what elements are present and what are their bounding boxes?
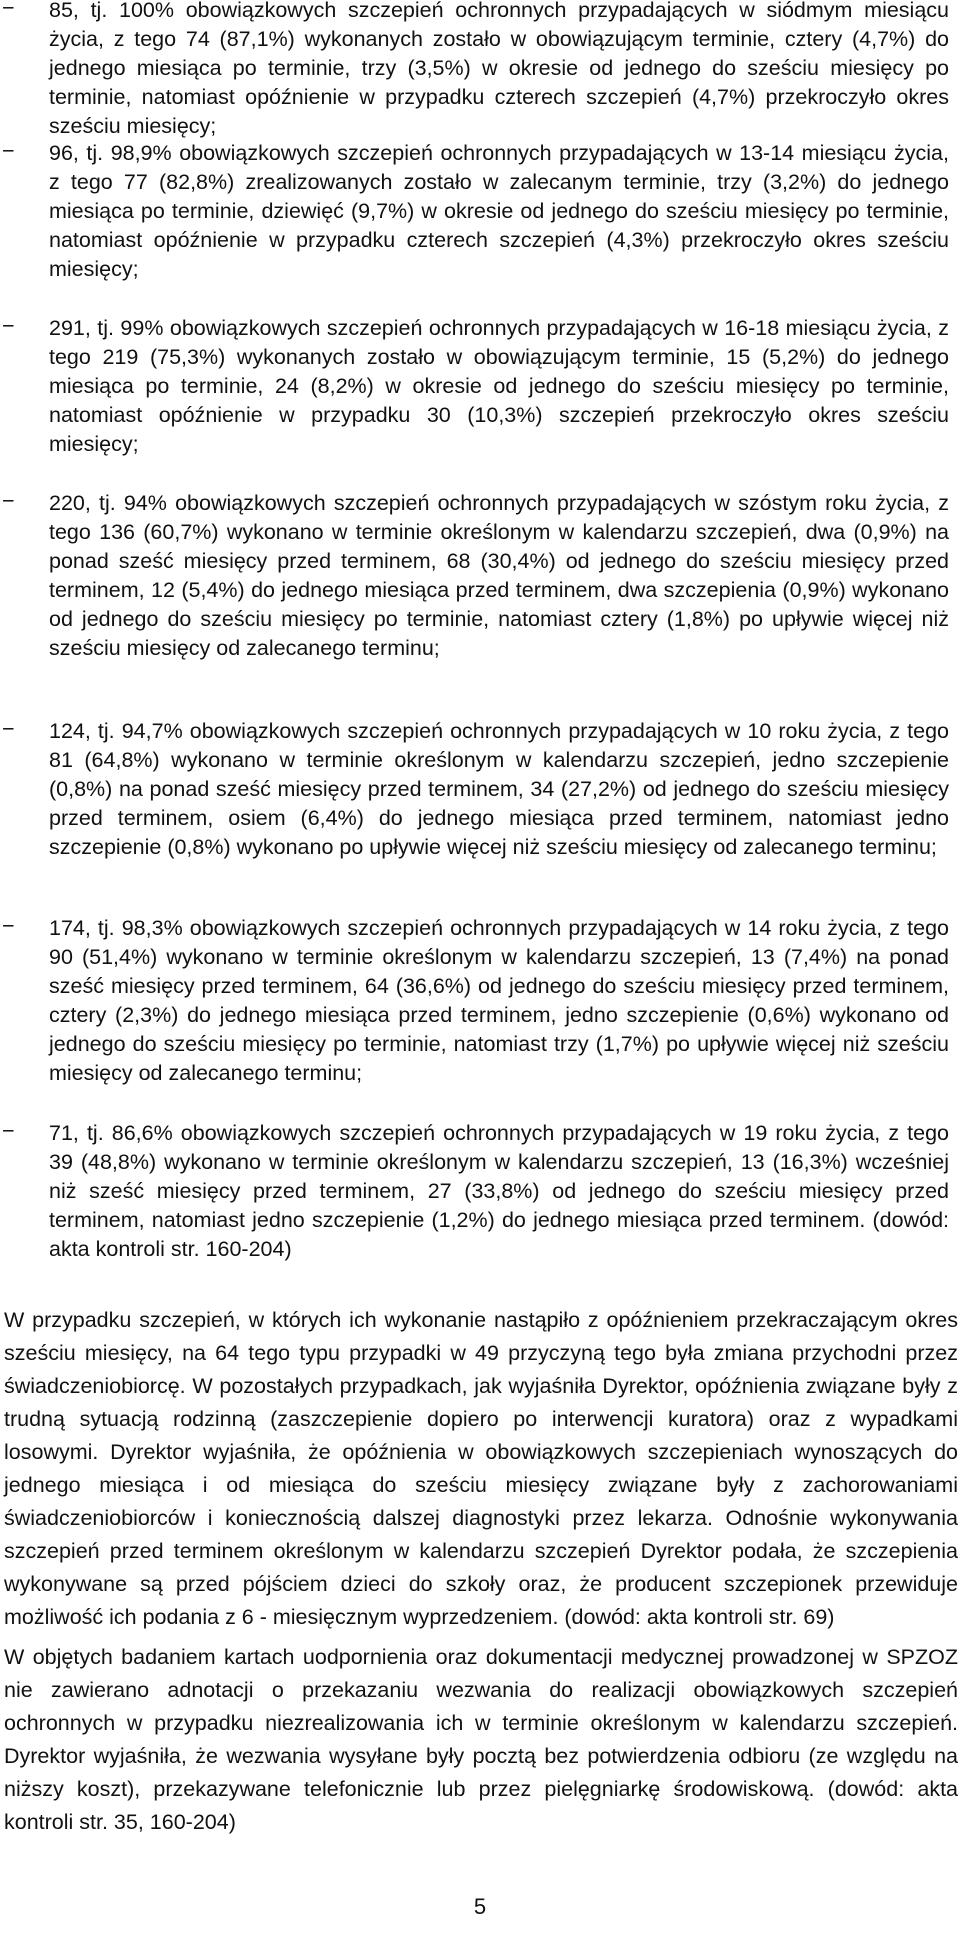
list-bullet-dash: − [2, 1119, 15, 1143]
paragraph-summons-notes: W objętych badaniem kartach uodpornienia oraz dokumentacji medycznej prowadzonej w SPZOZ nie zawierano adnotacji o przekazaniu wezwania do realizacji obowiązkowych szczepień ochronnych w przypadku niezrealizowania ich w terminie określonym w kalendarzu szczepień. Dyrektor wyjaśniła, że wezwania wysyłane były pocztą bez potwierdzenia odbioru (ze względu na niższy koszt), przekazywane telefonicznie lub przez pielęgniarkę środowiskową. (dowód: akta kontroli str. 35, 160-204) [4, 1645, 958, 1834]
list-item-text: 85, tj. 100% obowiązkowych szczepień ochronnych przypadających w siódmym miesiącu życia, z tego 74 (87,1%) wykonanych zostało w obowiązującym terminie, cztery (4,7%) do jednego miesiąca po terminie, trzy (3,5%) w okresie od jednego do sześciu miesięcy po terminie, natomiast opóźnienie w przypadku czterech szczepień (4,7%) przekroczyło okres sześciu miesięcy; [49, 0, 949, 138]
list-bullet-dash: − [2, 489, 15, 513]
list-bullet-dash: − [2, 914, 15, 938]
list-item-text: 174, tj. 98,3% obowiązkowych szczepień ochronnych przypadających w 14 roku życia, z tego 90 (51,4%) wykonano w terminie określonym w kalendarzu szczepień, 13 (7,4%) na ponad sześć miesięcy przed terminem, 64 (36,6%) od jednego do sześciu miesięcy przed terminem, cztery (2,3%) do jednego miesiąca przed terminem, jedno szczepienie (0,6%) wykonano od jednego do sześciu miesięcy po terminie, natomiast trzy (1,7%) po upływie więcej niż sześciu miesięcy od zalecanego terminu; [49, 916, 949, 1085]
list-bullet-dash: − [2, 314, 15, 338]
list-item-text: 71, tj. 86,6% obowiązkowych szczepień ochronnych przypadających w 19 roku życia, z tego 39 (48,8%) wykonano w terminie określonym w kalendarzu szczepień, 13 (16,3%) wcześniej niż sześć miesięcy przed terminem, 27 (33,8%) od jednego do sześciu miesięcy przed terminem, natomiast jedno szczepienie (1,2%) do jednego miesiąca przed terminem. (dowód: akta kontroli str. 160-204) [49, 1121, 949, 1261]
list-item-text: 291, tj. 99% obowiązkowych szczepień ochronnych przypadających w 16-18 miesiącu życia, z tego 219 (75,3%) wykonanych zostało w obowiązującym terminie, 15 (5,2%) do jednego miesiąca po terminie, 24 (8,2%) w okresie od jednego do sześciu miesięcy po terminie, natomiast opóźnienie w przypadku 30 (10,3%) szczepień przekroczyło okres sześciu miesięcy; [49, 316, 949, 456]
list-bullet-dash: − [2, 139, 15, 163]
list-item [0, 489, 949, 663]
list-item [0, 914, 949, 1088]
paragraph-delays-explanation: W przypadku szczepień, w których ich wykonanie nastąpiło z opóźnieniem przekraczającym okres sześciu miesięcy, na 64 tego typu przypadki w 49 przyczyną tego była zmiana przychodni przez świadczeniobiorcę. W pozostałych przypadkach, jak wyjaśniła Dyrektor, opóźnienia związane były z trudną sytuacją rodzinną (zaszczepienie dopiero po interwencji kuratora) oraz z wypadkami losowymi. Dyrektor wyjaśniła, że opóźnienia w obowiązkowych szczepieniach wynoszących do jednego miesiąca i od miesiąca do sześciu miesięcy związane były z zachorowaniami świadczeniobiorców i koniecznością dalszej diagnostyki przez lekarza. Odnośnie wykonywania szczepień przed terminem określonym w kalendarzu szczepień Dyrektor podała, że szczepienia wykonywane są przed pójściem dzieci do szkoły oraz, że producent szczepionek przewiduje możliwość ich podania z 6 - miesięcznym wyprzedzeniem. (dowód: akta kontroli str. 69) [4, 1308, 958, 1629]
list-item [0, 717, 949, 862]
list-item [0, 0, 949, 141]
list-bullet-dash: − [2, 717, 15, 741]
list-item-text: 96, tj. 98,9% obowiązkowych szczepień ochronnych przypadających w 13-14 miesiącu życia, z tego 77 (82,8%) zrealizowanych zostało w zalecanym terminie, trzy (3,2%) do jednego miesiąca po terminie, dziewięć (9,7%) w okresie od jednego do sześciu miesięcy po terminie, natomiast opóźnienie w przypadku czterech szczepień (4,3%) przekroczyło okres sześciu miesięcy; [49, 141, 949, 281]
list-bullet-dash: − [2, 0, 15, 20]
list-item-text: 124, tj. 94,7% obowiązkowych szczepień ochronnych przypadających w 10 roku życia, z tego 81 (64,8%) wykonano w terminie określonym w kalendarzu szczepień, jedno szczepienie (0,8%) na ponad sześć miesięcy przed terminem, 34 (27,2%) od jednego do sześciu miesięcy przed terminem, osiem (6,4%) do jednego miesiąca przed terminem, natomiast jedno szczepienie (0,8%) wykonano po upływie więcej niż sześciu miesięcy od zalecanego terminu; [49, 719, 949, 859]
list-item [0, 1119, 949, 1264]
page-number: 5 [473, 1894, 487, 1919]
list-item [0, 139, 949, 284]
list-item [0, 314, 949, 459]
list-item-text: 220, tj. 94% obowiązkowych szczepień ochronnych przypadających w szóstym roku życia, z tego 136 (60,7%) wykonano w terminie określonym w kalendarzu szczepień, dwa (0,9%) na ponad sześć miesięcy przed terminem, 68 (30,4%) od jednego do sześciu miesięcy przed terminem, 12 (5,4%) do jednego miesiąca przed terminem, dwa szczepienia (0,9%) wykonano od jednego do sześciu miesięcy po terminie, natomiast cztery (1,8%) po upływie więcej niż sześciu miesięcy od zalecanego terminu; [49, 491, 949, 660]
